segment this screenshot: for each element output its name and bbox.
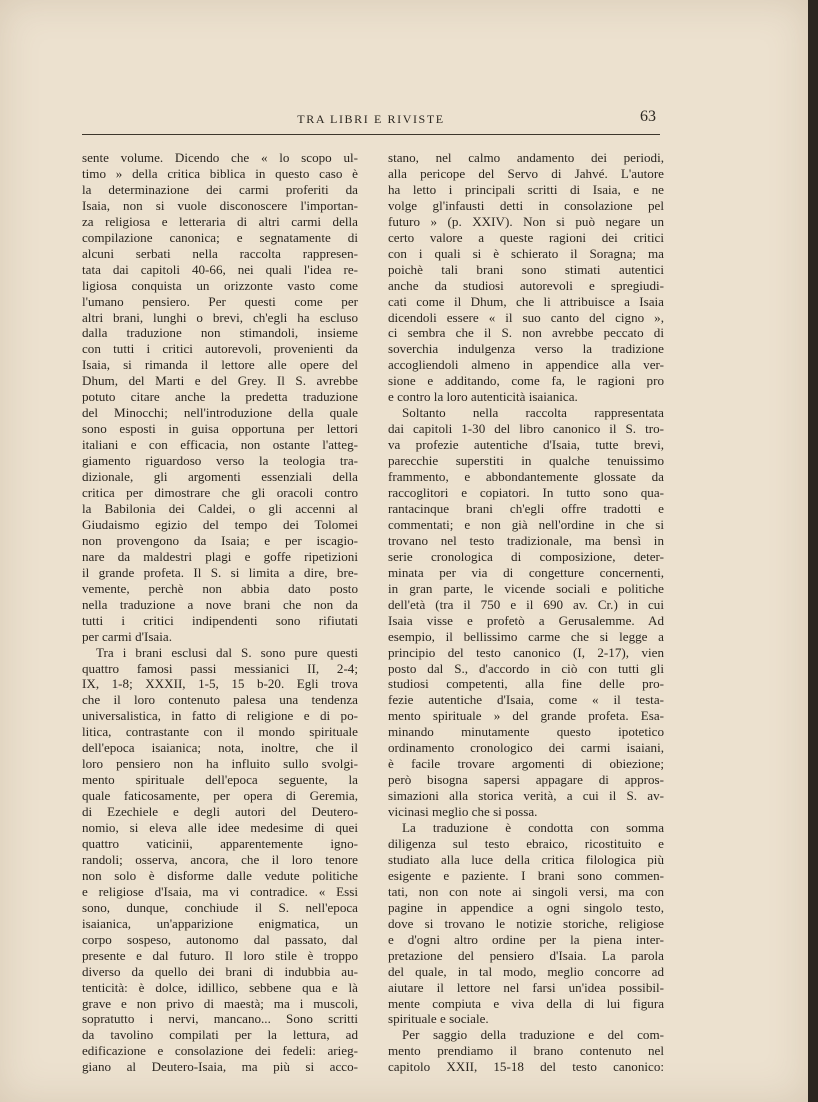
text-line: loro pensiero non ha influito sullo svolgi- [82,756,358,772]
text-line: minata per via di congetture concernenti, [388,564,664,580]
text-line: esigente e paziente. I brani sono commen- [388,867,664,883]
text-line: dalla traduzione non stimandoli, insieme [82,325,358,341]
text-line: giamento riguardoso verso la teologia tra- [82,453,358,469]
text-line: IX, 1-8; XXXII, 1-5, 15 b-20. Egli trova [82,676,358,692]
text-line: compilazione canonica; e segnatamente di [82,229,358,245]
text-line: universalistica, in fatto di religione e di po- [82,708,358,724]
text-line: mento spirituale dell'epoca seguente, la [82,772,358,788]
text-line: tenticità: è dolce, idillico, sebbene qua e là [82,979,358,995]
text-line: fezie autentiche d'Isaia, come « il testa- [388,692,664,708]
text-line: Per saggio della traduzione e del com- [402,1027,664,1043]
text-line: dai capitoli 1-30 del libro canonico il S. tro- [388,421,664,437]
text-line: quale faticosamente, per opera di Geremia, [82,788,358,804]
text-line: tati, non con note ai singoli versi, ma con [388,883,664,899]
text-line: parecchie superstiti in qualche tenuissimo [388,453,664,469]
text-line: con i quali si è schierato il Soragna; ma [388,245,664,261]
text-line: studiato alla luce della critica filologica più [388,851,664,867]
text-line: ordinamento cronologico dei carmi isaiani, [388,740,664,756]
text-line: vicinasi meglio che si possa. [388,804,538,820]
text-line: accogliendoli almeno in appendice alla ver- [388,357,664,373]
text-line: nomio, si eleva alle idee medesime di quei [82,820,358,836]
text-line: però bisogna sapersi appagare di appros- [388,772,664,788]
text-line: italiani e con efficacia, non ostante l'atteg- [82,437,358,453]
text-line: Giudaismo egizio del tempo dei Tolomei [82,516,358,532]
text-line: tutti i critici indipendenti sono rifiutati [82,612,358,628]
text-line: non provengono da Isaia; e per iscagio- [82,532,358,548]
text-line: la Babilonia dei Caldei, o gli accenni al [82,500,358,516]
text-line: non solo è disforme dalle vedute politiche [82,867,358,883]
text-line: isaianica, un'apparizione enigmatica, un [82,915,358,931]
text-line: quattro vaticinii, apparentemente igno- [82,835,358,851]
text-line: volge gl'infausti detti in consolazione pel [388,197,664,213]
text-line: corpo sospeso, autonomo dal passato, dal [82,931,358,947]
text-line: e religiose d'Isaia, ma vi contradice. « Essi [82,883,358,899]
text-line: capitolo XXII, 15-18 del testo canonico: [388,1059,664,1075]
text-line: posto dal S., d'accordo in ciò con tutti gli [388,660,664,676]
text-line: randoli; osserva, ancora, che il loro tenore [82,851,358,867]
text-line: soverchia indulgenza verso la tradizione [388,341,664,357]
text-line: e contro la loro autenticità isaianica. [388,389,578,405]
text-line: sono, dunque, conchiude il S. nell'epoca [82,899,358,915]
text-line: sente volume. Dicendo che « lo scopo ul- [82,150,358,165]
text-line: dell'epoca isaianica; nota, inoltre, che il [82,740,358,756]
text-line: Dhum, del Marti e del Grey. Il S. avrebbe [82,373,358,389]
text-line: ci sembra che il S. non avrebbe peccato di [388,325,664,341]
text-line: poichè tali brani sono stimati autentici [388,261,664,277]
text-line: quattro famosi passi messianici II, 2-4; [82,660,358,676]
text-line: diverso da quello dei brani di indubbia au- [82,963,358,979]
page-number: 63 [640,108,656,125]
text-line: anche da studiosi autorevoli e spregiudi- [388,277,664,293]
text-line: di Ezechiele e degli autori del Deutero- [82,804,358,820]
text-line: principio del testo canonico (I, 2-17), vien [388,644,664,660]
text-line: mente compiuta e viva della di lui figura [388,995,664,1011]
text-line: ligiosa conquista un orizzonte vasto come [82,277,358,293]
text-line: stano, nel calmo andamento dei periodi, [388,150,664,165]
text-line: dove si trovano le notizie storiche, religiose [388,915,664,931]
text-line: aiutare il lettore nel farsi un'idea possibil- [388,979,664,995]
text-line: timo » della critica biblica in questo caso è [82,165,358,181]
text-line: dicendoli essere « il suo canto del cigno », [388,309,664,325]
text-line: dell'età (tra il 750 e il 690 av. Cr.) in cui [388,596,664,612]
text-line: La traduzione è condotta con somma [402,820,664,836]
text-line: vemente, perchè non abbia dato posto [82,580,358,596]
text-line: sopratutto i nervi, mancano... Sono scritti [82,1011,358,1027]
text-line: commentati; e non già nell'ordine in che si [388,516,664,532]
text-line: potuto citare anche la predetta traduzione [82,389,358,405]
text-line: spirituale e sociale. [388,1011,489,1027]
text-line: il grande profeta. Il S. si limita a dire, bre- [82,564,358,580]
text-line: sono esposti in guisa opportuna per lettori [82,421,358,437]
text-line: da tavolino compilati per la lettura, ad [82,1027,358,1043]
text-line: rantacinque brani ch'egli offre tradotti e [388,500,664,516]
text-line: per carmi d'Isaia. [82,628,172,644]
text-line: alcuni serbati nella raccolta rappresen- [82,245,358,261]
text-line: Soltanto nella raccolta rappresentata [402,405,664,421]
text-line: trovano nel testo tradizionale, ma bensì in [388,532,664,548]
text-line: mento spirituale » del grande profeta. Esa- [388,708,664,724]
running-title: TRA LIBRI E RIVISTE [297,112,445,126]
text-line: esempio, il bellissimo carme che si legge a [388,628,664,644]
text-line: za religiosa e letteraria di altri carmi della [82,213,358,229]
text-line: Tra i brani esclusi dal S. sono pure questi [96,644,358,660]
text-line: del quale, in tal modo, meglio concorre ad [388,963,664,979]
left-text-column [82,150,358,1075]
text-line: giano al Deutero-Isaia, ma più si acco- [82,1059,358,1075]
text-line: ha letto i principali scritti di Isaia, e ne [388,181,664,197]
text-line: presente e dal futuro. Il loro stile è troppo [82,947,358,963]
text-line: che il loro contenuto palesa una tendenza [82,692,358,708]
text-line: studiosi competenti, alla fine delle pro- [388,676,664,692]
text-line: è facile trovare argomenti di obiezione; [388,756,664,772]
text-line: mento prendiamo il brano contenuto nel [388,1043,664,1059]
text-line: critica per dimostrare che gli oracoli contro [82,485,358,501]
text-line: va profezie autentiche d'Isaia, tutte brevi, [388,437,664,453]
text-line: l'umano pensiero. Per questi come per [82,293,358,309]
text-line: edificazione e consolazione dei fedeli: arieg- [82,1043,358,1059]
text-line: pretazione del pensiero d'Isaia. La parola [388,947,664,963]
text-line: in gran parte, le vicende sociali e politiche [388,580,664,596]
text-line: nare da maldestri plagi e goffe ripetizioni [82,548,358,564]
text-line: del Minocchi; nell'introduzione della quale [82,405,358,421]
text-line: dizionale, gli argomenti essenziali della [82,469,358,485]
right-text-column [388,150,664,1075]
text-line: e d'ogni altro ordine per la piena inter- [388,931,664,947]
text-line: diligenza sul testo ebraico, ricostituito e [388,835,664,851]
page-header [82,108,660,136]
text-line: litica, contrastante con il mondo spirituale [82,724,358,740]
text-line: pagine in appendice a ogni singolo testo, [388,899,664,915]
text-line: tata dai capitoli 40-66, nei quali l'idea re- [82,261,358,277]
text-line: simazioni alla storica verità, a cui il S. av- [388,788,664,804]
text-line: certo valore a queste ragioni dei critici [388,229,664,245]
text-line: Isaia visse e profetò a Gerusalemme. Ad [388,612,664,628]
text-line: Isaia, si rimanda il lettore alle opere del [82,357,358,373]
text-line: Isaia, non si vuole disconoscere l'importan- [82,197,358,213]
text-line: raccoglitori e copiatori. In tutto sono qua- [388,485,664,501]
text-line: grave e non privo di maestà; ma i muscoli, [82,995,358,1011]
text-line: cati come il Dhum, che li attribuisce a Isaia [388,293,664,309]
text-line: altri brani, lunghi o brevi, ch'egli ha escluso [82,309,358,325]
text-line: con tutti i critici autorevoli, provenienti da [82,341,358,357]
text-line: alla pericope del Servo di Jahvé. L'autore [388,165,664,181]
text-line: frammento, e abbondantemente glossate da [388,469,664,485]
text-line: minando minutamente questo ipotetico [388,724,664,740]
text-line: nella traduzione a nove brani che non da [82,596,358,612]
text-line: serie cronologica di composizione, deter- [388,548,664,564]
header-rule [82,134,660,135]
text-line: la determinazione dei carmi proferiti da [82,181,358,197]
text-line: sione e additando, come fa, le ragioni pro [388,373,664,389]
text-line: futuro » (p. XXIV). Non si può negare un [388,213,664,229]
